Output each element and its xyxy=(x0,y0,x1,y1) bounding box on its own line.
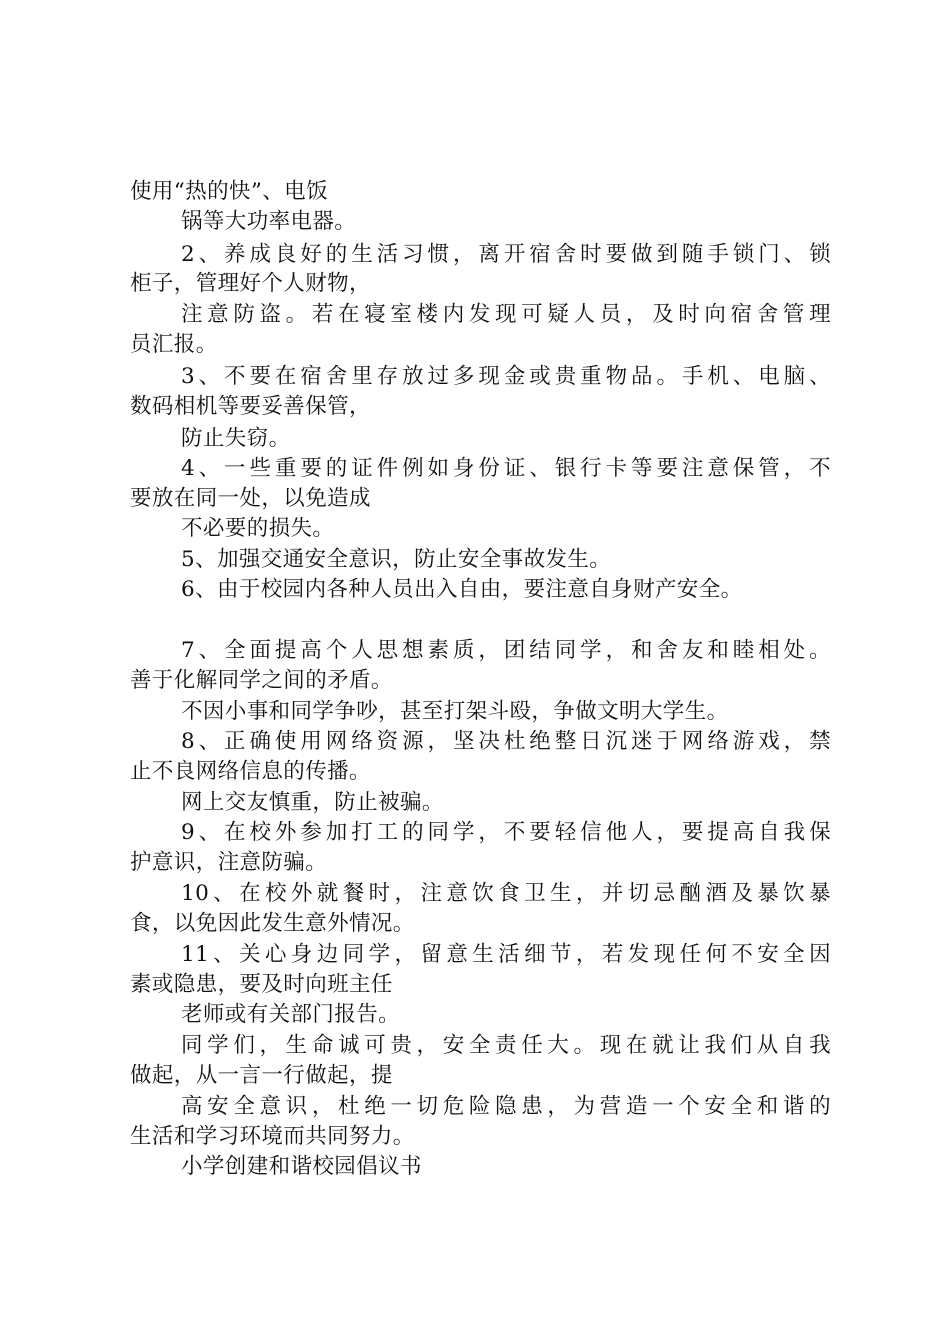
text-line: 2、养成良好的生活习惯，离开宿舍时要做到随手锁门、锁 xyxy=(181,242,831,267)
text-line: 防止失窃。 xyxy=(181,426,291,451)
text-line: 数码相机等要妥善保管， xyxy=(130,394,371,419)
text-line: 4、一些重要的证件例如身份证、银行卡等要注意保管，不 xyxy=(181,456,831,481)
text-line: 网上交友慎重，防止被骗。 xyxy=(181,790,444,815)
text-line: 8、正确使用网络资源，坚决杜绝整日沉迷于网络游戏，禁 xyxy=(181,729,831,754)
text-line: 7、全面提高个人思想素质，团结同学，和舍友和睦相处。 xyxy=(181,638,831,663)
text-line: 9、在校外参加打工的同学，不要轻信他人，要提高自我保 xyxy=(181,820,831,845)
text-line: 5、加强交通安全意识，防止安全事故发生。 xyxy=(181,547,612,572)
text-line: 小学创建和谐校园倡议书 xyxy=(181,1154,422,1179)
text-line: 10、在校外就餐时，注意饮食卫生，并切忌酗酒及暴饮暴 xyxy=(181,881,831,906)
text-line: 止不良网络信息的传播。 xyxy=(130,759,371,784)
text-line: 使用“热的快”、电饭 xyxy=(130,179,328,204)
text-line: 不因小事和同学争吵，甚至打架斗殴，争做文明大学生。 xyxy=(181,699,729,724)
text-line: 要放在同一处，以免造成 xyxy=(130,486,371,511)
text-line: 11、关心身边同学，留意生活细节，若发现任何不安全因 xyxy=(181,942,831,967)
text-line: 护意识，注意防骗。 xyxy=(130,850,328,875)
text-line: 素或隐患，要及时向班主任 xyxy=(130,972,393,997)
text-line: 3、不要在宿舍里存放过多现金或贵重物品。手机、电脑、 xyxy=(181,364,831,389)
text-line: 做起，从一言一行做起，提 xyxy=(130,1063,393,1088)
text-line: 锅等大功率电器。 xyxy=(181,209,357,234)
text-line: 善于化解同学之间的矛盾。 xyxy=(130,668,393,693)
text-line: 生活和学习环境而共同努力。 xyxy=(130,1124,415,1149)
text-line: 员汇报。 xyxy=(130,332,218,357)
text-line: 老师或有关部门报告。 xyxy=(181,1002,401,1027)
text-line: 不必要的损失。 xyxy=(181,516,335,541)
text-line: 同学们，生命诚可贵，安全责任大。现在就让我们从自我 xyxy=(181,1033,831,1058)
text-line: 食，以免因此发生意外情况。 xyxy=(130,911,415,936)
text-line: 柜子，管理好个人财物， xyxy=(130,271,371,296)
text-line: 高安全意识，杜绝一切危险隐患，为营造一个安全和谐的 xyxy=(181,1094,831,1119)
text-line: 注意防盗。若在寝室楼内发现可疑人员，及时向宿舍管理 xyxy=(181,302,831,327)
text-line: 6、由于校园内各种人员出入自由，要注意自身财产安全。 xyxy=(181,577,743,602)
